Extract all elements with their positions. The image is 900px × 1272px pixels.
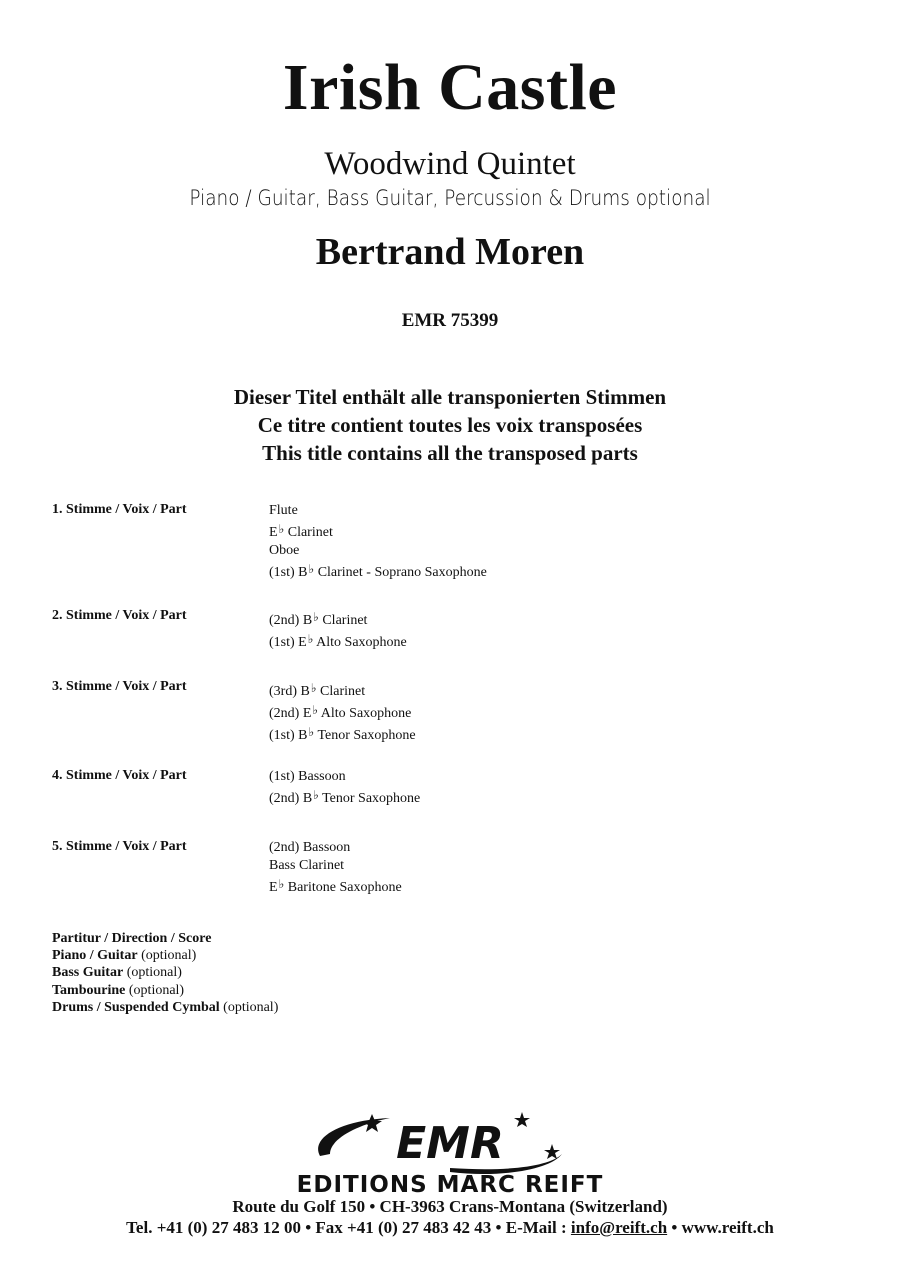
flat-symbol: ♭ bbox=[278, 877, 285, 891]
instrument-item: (1st) E♭ Alto Saxophone bbox=[269, 632, 407, 650]
instrument-item: (1st) Bassoon bbox=[269, 769, 346, 784]
instrument-item: Bass Clarinet bbox=[269, 858, 345, 873]
instrumentation-line: Piano / Guitar, Bass Guitar, Percussion & Drums optional bbox=[189, 186, 711, 210]
instrument-item: Flute bbox=[269, 503, 298, 518]
flat-symbol: ♭ bbox=[308, 562, 315, 576]
instrument-item: (3rd) B♭ Clarinet bbox=[269, 681, 366, 699]
page-title: Irish Castle bbox=[282, 51, 618, 124]
flat-symbol: ♭ bbox=[308, 725, 315, 739]
extra-item: Drums / Suspended Cymbal (optional) bbox=[52, 999, 279, 1015]
catalog-number: EMR 75399 bbox=[401, 310, 499, 331]
part-instruments bbox=[269, 768, 420, 808]
note-english: This title contains all the transposed parts bbox=[262, 441, 638, 465]
flat-symbol: ♭ bbox=[307, 632, 314, 646]
instrument-item: (1st) B♭ Tenor Saxophone bbox=[269, 725, 416, 743]
instrument-item: (2nd) Bassoon bbox=[269, 840, 351, 855]
email-link[interactable]: info@reift.ch bbox=[570, 1218, 668, 1237]
instrument-item: (2nd) B♭ Tenor Saxophone bbox=[269, 788, 421, 806]
publisher-address: Route du Golf 150 • CH-3963 Crans-Montana (Switzerland) bbox=[232, 1197, 668, 1216]
extra-item: Piano / Guitar (optional) bbox=[52, 948, 197, 964]
part-label: 2. Stimme / Voix / Part bbox=[52, 608, 187, 623]
instrument-item: E♭ Clarinet bbox=[269, 522, 333, 540]
instrument-item: E♭ Baritone Saxophone bbox=[269, 877, 402, 895]
part-label: 3. Stimme / Voix / Part bbox=[52, 679, 187, 694]
flat-symbol: ♭ bbox=[313, 610, 319, 624]
instrument-item: (1st) B♭ Clarinet - Soprano Saxophone bbox=[269, 562, 487, 580]
publisher-name: EDITIONS MARC REIFT bbox=[296, 1172, 604, 1198]
flat-symbol: ♭ bbox=[312, 703, 319, 717]
subtitle: Woodwind Quintet bbox=[324, 146, 576, 182]
part-instruments bbox=[269, 839, 402, 897]
extra-item: Partitur / Direction / Score bbox=[52, 931, 212, 946]
extra-item: Bass Guitar (optional) bbox=[52, 965, 182, 981]
part-label: 1. Stimme / Voix / Part bbox=[52, 502, 187, 517]
logo-text: EMR bbox=[396, 1118, 504, 1169]
instrument-item: (2nd) E♭ Alto Saxophone bbox=[269, 703, 412, 721]
extra-item: Tambourine (optional) bbox=[52, 982, 185, 998]
composer-name: Bertrand Moren bbox=[315, 231, 585, 273]
flat-symbol: ♭ bbox=[278, 522, 285, 536]
extras-list bbox=[52, 930, 278, 1016]
note-french: Ce titre contient toutes les voix transposées bbox=[257, 413, 643, 437]
note-german: Dieser Titel enthält alle transponierten Stimmen bbox=[233, 385, 667, 409]
part-label: 5. Stimme / Voix / Part bbox=[52, 839, 187, 854]
publisher-contact: Tel. +41 (0) 27 483 12 00 • Fax +41 (0) 27 483 42 43 • E-Mail : info@reift.ch • www.reift.ch bbox=[126, 1218, 774, 1237]
flat-symbol: ♭ bbox=[310, 681, 317, 695]
part-label: 4. Stimme / Voix / Part bbox=[52, 768, 187, 783]
instrument-item: Oboe bbox=[269, 543, 300, 558]
part-instruments bbox=[269, 608, 407, 652]
part-instruments bbox=[269, 679, 416, 745]
flat-symbol: ♭ bbox=[313, 788, 319, 802]
emr-logo bbox=[300, 1108, 600, 1178]
part-instruments bbox=[269, 502, 487, 582]
instrument-item: (2nd) B♭ Clarinet bbox=[269, 610, 368, 628]
